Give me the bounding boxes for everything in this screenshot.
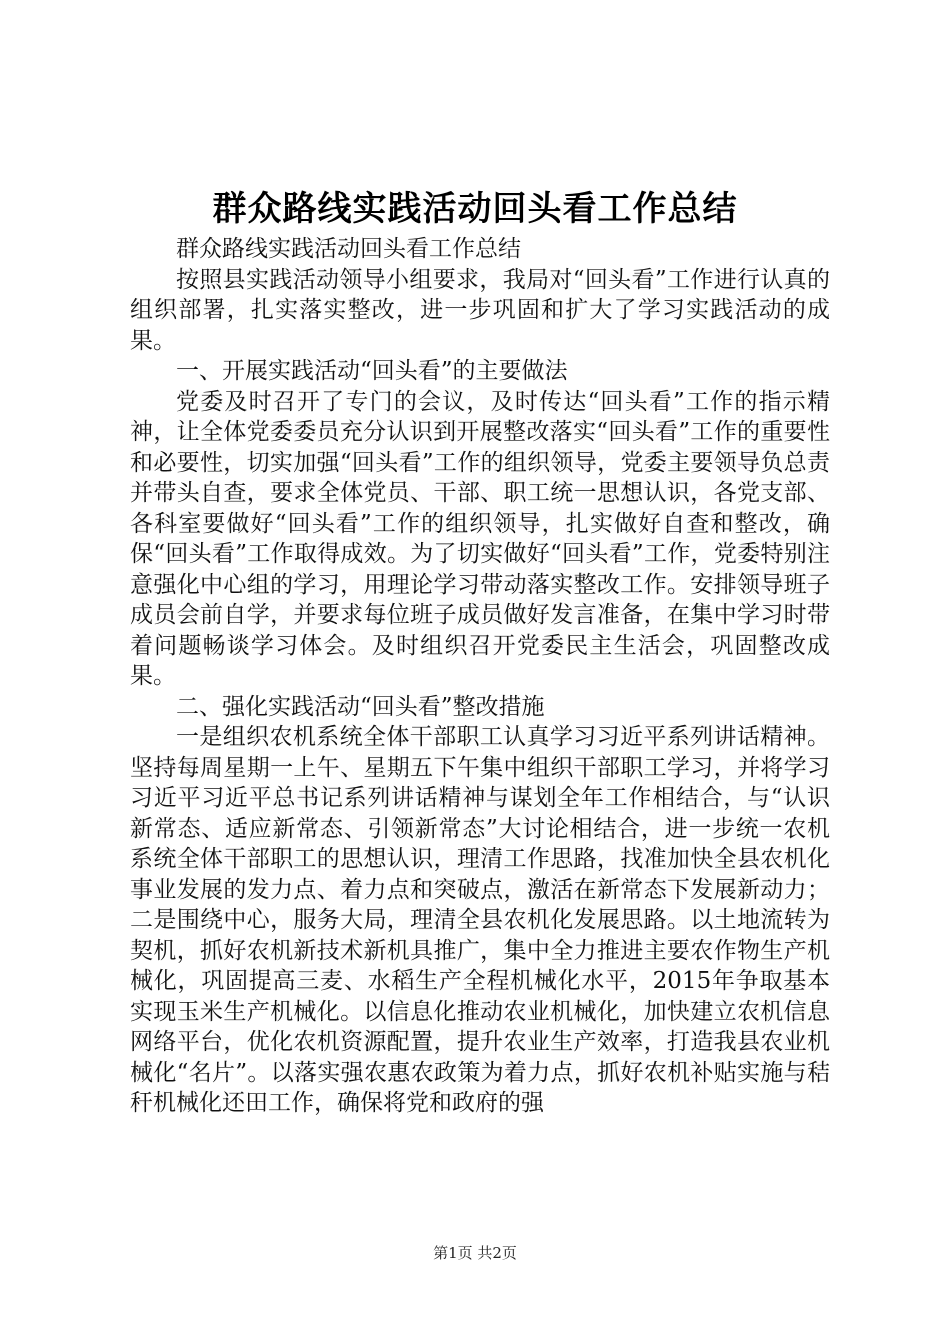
page-footer: 第1页 共2页 (433, 1244, 517, 1262)
paragraph-section-2: 一是组织农机系统全体干部职工认真学习习近平系列讲话精神。坚持每周星期一上午、星期五下午集中组织干部职工学习，并将学习习近平习近平总书记系列讲话精神与谋划全年工作相结合，与“认识新常态、适应新常态、引领新常态”大讨论相结合，进一步统一农机系统全体干部职工的思想认识，理清工作思路，找准加快全县农机化事业发展的发力点、着力点和突破点，激活在新常态下发展新动力；二是围绕中心，服务大局，理清全县农机化发展思路。以土地流转为契机，抓好农机新技术新机具推广，集中全力推进主要农作物生产机械化，巩固提高三麦、水稻生产全程机械化水平，2015年争取基本实现玉米生产机械化。以信息化推动农业机械化，加快建立农机信息网络平台，优化农机资源配置，提升农业生产效率，打造我县农业机械化“名片”。以落实强农惠农政策为着力点，抓好农机补贴实施与秸秆机械化还田工作，确保将党和政府的强 (130, 724, 830, 1116)
paragraph-subtitle: 群众路线实践活动回头看工作总结 (176, 236, 521, 262)
document-body (130, 234, 830, 1119)
document-title: 群众路线实践活动回头看工作总结 (212, 189, 738, 229)
section-heading-1: 一、开展实践活动“回头看”的主要做法 (176, 358, 568, 384)
paragraph-intro: 按照县实践活动领导小组要求，我局对“回头看”工作进行认真的组织部署，扎实落实整改，进一步巩固和扩大了学习实践活动的成果。 (130, 266, 830, 354)
section-heading-2: 二、强化实践活动“回头看”整改措施 (176, 693, 545, 720)
paragraph-section-1: 党委及时召开了专门的会议，及时传达“回头看”工作的指示精神，让全体党委委员充分认识到开展整改落实“回头看”工作的重要性和必要性，切实加强“回头看”工作的组织领导，党委主要领导负总责并带头自查，要求全体党员、干部、职工统一思想认识，各党支部、各科室要做好“回头看”工作的组织领导，扎实做好自查和整改，确保“回头看”工作取得成效。为了切实做好“回头看”工作，党委特别注意强化中心组的学习，用理论学习带动落实整改工作。安排领导班子成员会前自学，并要求每位班子成员做好发言准备，在集中学习时带着问题畅谈学习体会。及时组织召开党委民主生活会，巩固整改成果。 (130, 388, 830, 689)
